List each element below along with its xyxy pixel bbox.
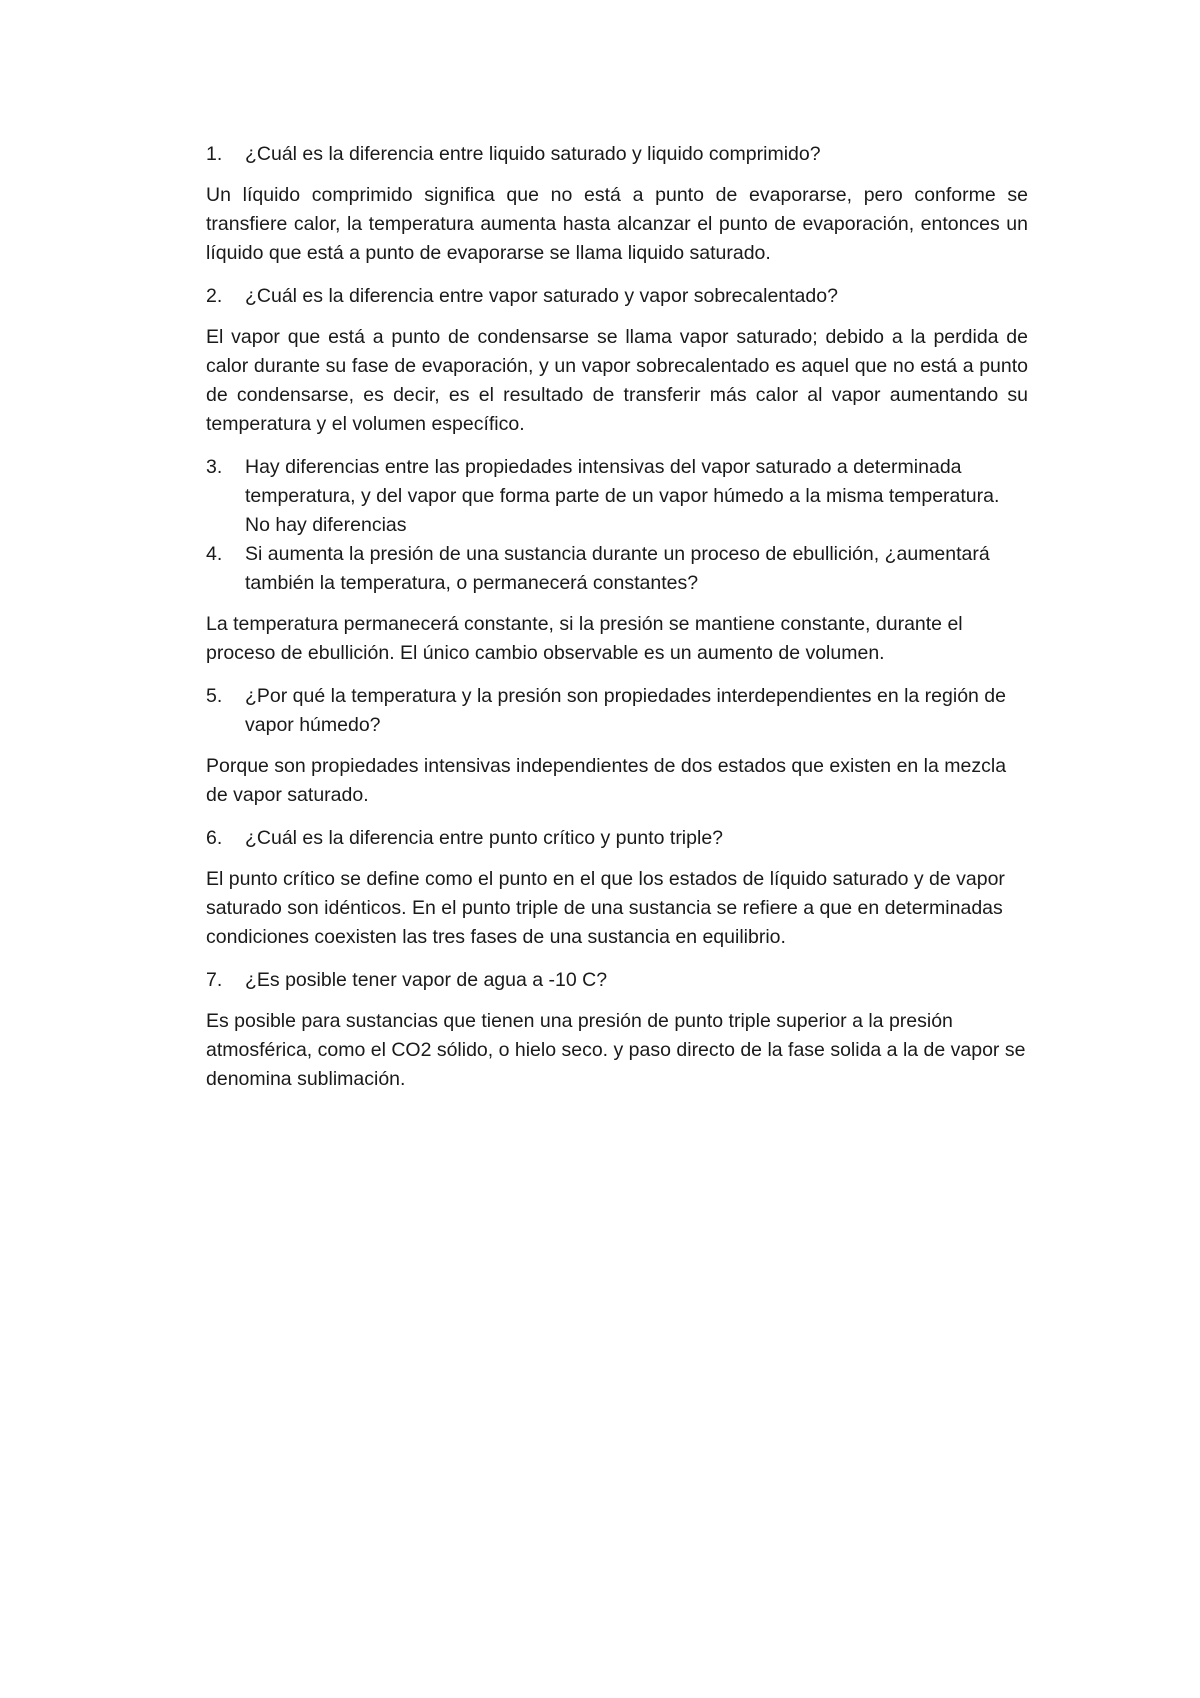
answer-4: La temperatura permanecerá constante, si la presión se mantiene constante, durante el proceso de ebullición. El único cambio observable es un aumento de volumen. <box>206 613 963 664</box>
answer-7: Es posible para sustancias que tienen una presión de punto triple superior a la presión atmosférica, como el CO2 sólido, o hielo seco. y paso directo de la fase solida a la de vapor se denomina sublimación. <box>206 1010 1026 1090</box>
answer-2: El vapor que está a punto de condensarse se llama vapor saturado; debido a la perdida de calor durante su fase de evaporación, y un vapor sobrecalentado es aquel que no está a punto de condensarse, es decir, es el resultado de transferir más calor al vapor aumentando su temperatura y el volumen específico. <box>206 326 1028 435</box>
question-text: ¿Es posible tener vapor de agua a -10 C? <box>245 969 608 991</box>
question-6 <box>206 824 1028 853</box>
question-text: Hay diferencias entre las propiedades intensivas del vapor saturado a determinada temperatura, y del vapor que forma parte de un vapor húmedo a la misma temperatura. <box>245 456 1000 507</box>
question-5 <box>206 682 1028 740</box>
question-number: 2. <box>206 285 223 307</box>
question-text: ¿Cuál es la diferencia entre punto crítico y punto triple? <box>245 827 724 849</box>
question-text: ¿Cuál es la diferencia entre liquido saturado y liquido comprimido? <box>245 143 821 165</box>
question-number: 3. <box>206 456 223 478</box>
question-2 <box>206 282 1028 311</box>
question-1 <box>206 140 1028 169</box>
answer-6: El punto crítico se define como el punto en el que los estados de líquido saturado y de vapor saturado son idénticos. En el punto triple de una sustancia se refiere a que en determinadas condiciones coexisten las tres fases de una sustancia en equilibrio. <box>206 868 1005 948</box>
question-number: 1. <box>206 143 223 165</box>
question-3 <box>206 453 1028 540</box>
question-text: ¿Por qué la temperatura y la presión son propiedades interdependientes en la región de vapor húmedo? <box>245 685 1006 736</box>
question-number: 4. <box>206 543 223 565</box>
question-4 <box>206 540 1028 598</box>
question-7 <box>206 966 1028 995</box>
document-page <box>206 140 1028 1108</box>
question-number: 5. <box>206 685 223 707</box>
question-text: ¿Cuál es la diferencia entre vapor saturado y vapor sobrecalentado? <box>245 285 838 307</box>
answer-3: No hay diferencias <box>245 514 407 536</box>
question-text: Si aumenta la presión de una sustancia durante un proceso de ebullición, ¿aumentará también la temperatura, o permanecerá constantes? <box>245 543 990 594</box>
answer-1: Un líquido comprimido significa que no está a punto de evaporarse, pero conforme se transfiere calor, la temperatura aumenta hasta alcanzar el punto de evaporación, entonces un líquido que está a punto de evaporarse se llama liquido saturado. <box>206 184 1028 264</box>
question-number: 6. <box>206 827 223 849</box>
question-number: 7. <box>206 969 223 991</box>
answer-5: Porque son propiedades intensivas independientes de dos estados que existen en la mezcla de vapor saturado. <box>206 755 1007 806</box>
